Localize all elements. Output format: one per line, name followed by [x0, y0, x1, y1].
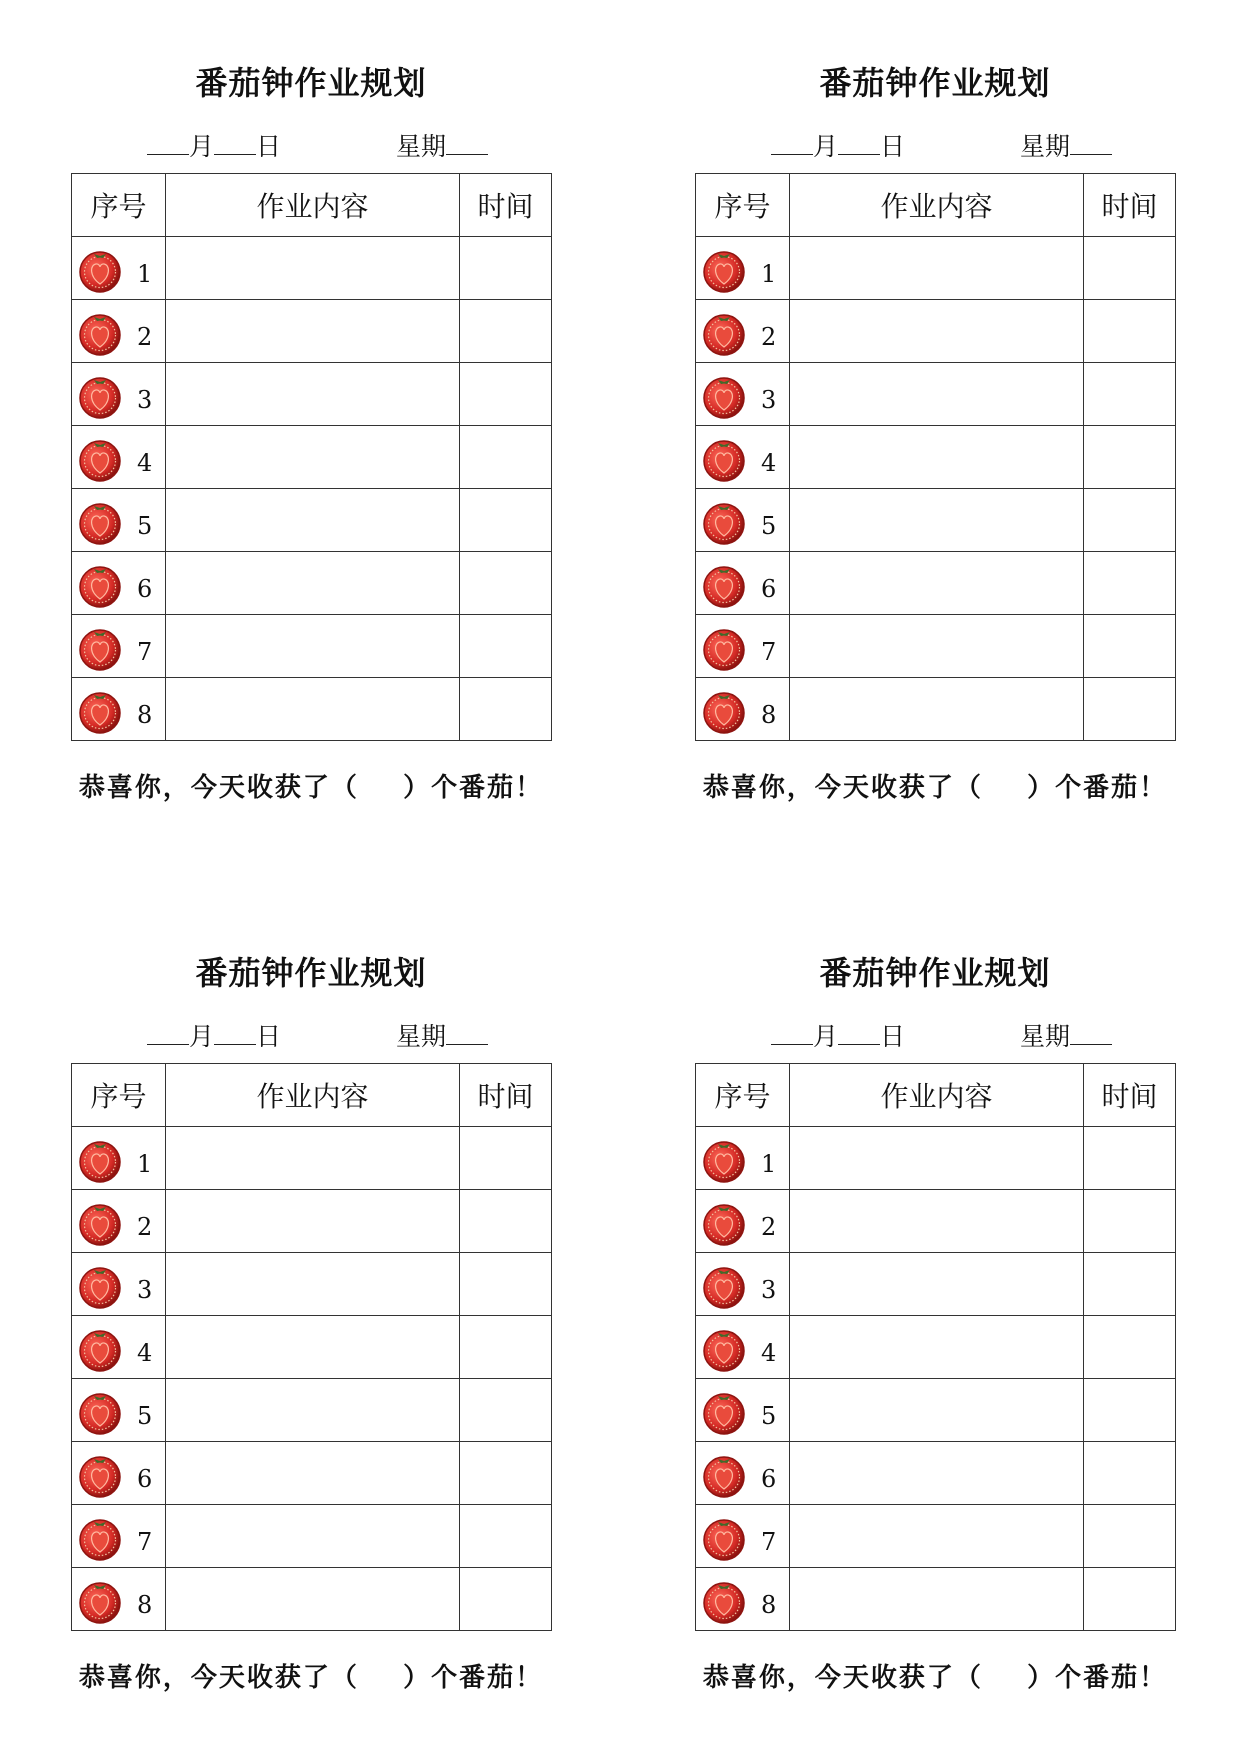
- row-number-cell: [72, 363, 166, 426]
- table-row: [72, 1442, 552, 1505]
- time-cell[interactable]: [1084, 678, 1176, 741]
- time-cell[interactable]: [1084, 237, 1176, 300]
- row-number: 1: [761, 1150, 777, 1178]
- footer-message: 恭喜你，今天收获了（ ）个番茄！: [78, 773, 544, 803]
- tomato-icon: [701, 689, 747, 735]
- weekday: [396, 1018, 488, 1055]
- row-number: 5: [137, 512, 153, 540]
- table-row: [696, 1568, 1176, 1631]
- table-row: [72, 678, 552, 741]
- row-number: 6: [761, 575, 777, 603]
- header-task: 作业内容: [166, 174, 460, 237]
- row-number: 6: [137, 1465, 153, 1493]
- month-blank[interactable]: [147, 1018, 189, 1045]
- task-cell[interactable]: [166, 1379, 460, 1442]
- time-cell[interactable]: [460, 1253, 552, 1316]
- row-number-cell: [72, 426, 166, 489]
- tomato-icon: [701, 1453, 747, 1499]
- time-cell[interactable]: [1084, 1316, 1176, 1379]
- task-cell[interactable]: [166, 300, 460, 363]
- task-cell[interactable]: [790, 1379, 1084, 1442]
- tomato-icon: [77, 1138, 123, 1184]
- footer-message: 恭喜你，今天收获了（ ）个番茄！: [702, 773, 1168, 803]
- row-number: 2: [137, 323, 153, 351]
- row-number-cell: [72, 300, 166, 363]
- row-number-cell: [696, 1190, 790, 1253]
- task-cell[interactable]: [790, 300, 1084, 363]
- weekday-blank[interactable]: [446, 1018, 488, 1045]
- row-number-cell: [72, 1316, 166, 1379]
- table-header: [72, 174, 552, 237]
- month-label: 月: [813, 1022, 839, 1051]
- sheet-title: 番茄钟作业规划: [819, 64, 1051, 102]
- task-cell[interactable]: [790, 552, 1084, 615]
- row-number: 7: [761, 1528, 777, 1556]
- task-cell[interactable]: [790, 1190, 1084, 1253]
- tomato-icon: [701, 374, 747, 420]
- row-number: 4: [761, 1339, 777, 1367]
- table-row: [72, 300, 552, 363]
- row-number-cell: [72, 1505, 166, 1568]
- weekday-blank[interactable]: [1070, 128, 1112, 155]
- table-row: [696, 615, 1176, 678]
- time-cell[interactable]: [1084, 1127, 1176, 1190]
- row-number: 8: [137, 1591, 153, 1619]
- task-cell[interactable]: [166, 426, 460, 489]
- row-number-cell: [696, 1253, 790, 1316]
- task-cell[interactable]: [790, 1316, 1084, 1379]
- task-cell[interactable]: [166, 363, 460, 426]
- weekday-label: 星期: [1020, 132, 1071, 161]
- table-row: [696, 678, 1176, 741]
- row-number: 1: [761, 260, 777, 288]
- row-number-cell: [72, 678, 166, 741]
- day-label: 日: [256, 132, 282, 161]
- header-no: 序号: [696, 174, 790, 237]
- row-number-cell: [696, 426, 790, 489]
- table-row: [696, 1190, 1176, 1253]
- month-blank[interactable]: [771, 1018, 813, 1045]
- row-number: 3: [761, 386, 777, 414]
- header-no: 序号: [696, 1064, 790, 1127]
- task-cell[interactable]: [166, 1442, 460, 1505]
- time-cell[interactable]: [460, 1568, 552, 1631]
- row-number-cell: [696, 1379, 790, 1442]
- tomato-icon: [701, 1327, 747, 1373]
- row-number-cell: [696, 363, 790, 426]
- row-number: 6: [137, 575, 153, 603]
- table-row: [696, 1505, 1176, 1568]
- time-cell[interactable]: [1084, 1190, 1176, 1253]
- tomato-icon: [77, 1201, 123, 1247]
- table-row: [72, 489, 552, 552]
- task-cell[interactable]: [166, 1127, 460, 1190]
- tomato-icon: [701, 248, 747, 294]
- tomato-icon: [701, 311, 747, 357]
- weekday: [1020, 1018, 1112, 1055]
- header-task: 作业内容: [790, 1064, 1084, 1127]
- row-number-cell: [696, 615, 790, 678]
- tomato-icon: [701, 1516, 747, 1562]
- tomato-icon: [701, 1138, 747, 1184]
- row-number: 5: [137, 1402, 153, 1430]
- row-number: 2: [761, 1213, 777, 1241]
- tomato-icon: [77, 437, 123, 483]
- row-number: 7: [137, 1528, 153, 1556]
- month-day: [771, 1018, 905, 1055]
- table-row: [696, 300, 1176, 363]
- month-blank[interactable]: [147, 128, 189, 155]
- table-row: [72, 1316, 552, 1379]
- tomato-icon: [77, 374, 123, 420]
- tomato-icon: [77, 500, 123, 546]
- month-label: 月: [189, 132, 215, 161]
- table-row: [72, 237, 552, 300]
- time-cell[interactable]: [1084, 1442, 1176, 1505]
- task-cell[interactable]: [166, 615, 460, 678]
- plan-table: [695, 1063, 1176, 1631]
- table-header: [72, 1064, 552, 1127]
- row-number: 6: [761, 1465, 777, 1493]
- time-cell[interactable]: [460, 363, 552, 426]
- task-cell[interactable]: [790, 1442, 1084, 1505]
- tomato-icon: [701, 437, 747, 483]
- time-cell[interactable]: [1084, 615, 1176, 678]
- month-day: [771, 128, 905, 165]
- row-number-cell: [696, 300, 790, 363]
- time-cell[interactable]: [460, 1190, 552, 1253]
- table-row: [72, 1253, 552, 1316]
- row-number-cell: [72, 1127, 166, 1190]
- time-cell[interactable]: [460, 552, 552, 615]
- tomato-icon: [701, 626, 747, 672]
- tomato-icon: [77, 248, 123, 294]
- row-number: 3: [761, 1276, 777, 1304]
- time-cell[interactable]: [1084, 489, 1176, 552]
- time-cell[interactable]: [1084, 552, 1176, 615]
- day-blank[interactable]: [838, 1018, 880, 1045]
- sheet-title: 番茄钟作业规划: [195, 64, 427, 102]
- row-number: 4: [137, 1339, 153, 1367]
- row-number: 4: [137, 449, 153, 477]
- row-number: 2: [137, 1213, 153, 1241]
- task-cell[interactable]: [166, 1253, 460, 1316]
- row-number: 8: [137, 701, 153, 729]
- tomato-icon: [701, 563, 747, 609]
- table-row: [72, 1379, 552, 1442]
- task-cell[interactable]: [790, 426, 1084, 489]
- weekday: [1020, 128, 1112, 165]
- day-blank[interactable]: [838, 128, 880, 155]
- row-number-cell: [696, 1127, 790, 1190]
- time-cell[interactable]: [460, 678, 552, 741]
- table-row: [696, 552, 1176, 615]
- day-label: 日: [880, 1022, 906, 1051]
- date-row: [695, 128, 1175, 164]
- footer-message: 恭喜你，今天收获了（ ）个番茄！: [702, 1663, 1168, 1693]
- header-time: 时间: [1084, 1064, 1176, 1127]
- plan-table: [71, 173, 552, 741]
- time-cell[interactable]: [460, 615, 552, 678]
- task-cell[interactable]: [790, 363, 1084, 426]
- plan-table: [71, 1063, 552, 1631]
- tomato-icon: [77, 689, 123, 735]
- table-header: [696, 174, 1176, 237]
- table-row: [696, 1316, 1176, 1379]
- header-time: 时间: [1084, 174, 1176, 237]
- table-row: [72, 363, 552, 426]
- task-cell[interactable]: [166, 678, 460, 741]
- tomato-icon: [77, 563, 123, 609]
- table-row: [696, 426, 1176, 489]
- tomato-icon: [701, 1390, 747, 1436]
- row-number: 4: [761, 449, 777, 477]
- weekday-label: 星期: [396, 132, 447, 161]
- plan-sheet: [695, 950, 1175, 1710]
- time-cell[interactable]: [1084, 426, 1176, 489]
- row-number: 5: [761, 1402, 777, 1430]
- weekday-label: 星期: [396, 1022, 447, 1051]
- table-row: [72, 426, 552, 489]
- header-task: 作业内容: [790, 174, 1084, 237]
- row-number-cell: [696, 1505, 790, 1568]
- tomato-icon: [77, 1327, 123, 1373]
- task-cell[interactable]: [790, 1127, 1084, 1190]
- month-label: 月: [813, 132, 839, 161]
- weekday-blank[interactable]: [1070, 1018, 1112, 1045]
- row-number-cell: [72, 1379, 166, 1442]
- row-number-cell: [72, 615, 166, 678]
- header-time: 时间: [460, 1064, 552, 1127]
- tomato-icon: [701, 1264, 747, 1310]
- footer-message: 恭喜你，今天收获了（ ）个番茄！: [78, 1663, 544, 1693]
- table-row: [696, 1127, 1176, 1190]
- row-number: 1: [137, 1150, 153, 1178]
- time-cell[interactable]: [460, 300, 552, 363]
- time-cell[interactable]: [460, 426, 552, 489]
- date-row: [71, 1018, 551, 1054]
- table-row: [696, 237, 1176, 300]
- table-header: [696, 1064, 1176, 1127]
- time-cell[interactable]: [460, 1127, 552, 1190]
- task-cell[interactable]: [790, 678, 1084, 741]
- tomato-icon: [77, 1453, 123, 1499]
- header-no: 序号: [72, 174, 166, 237]
- month-label: 月: [189, 1022, 215, 1051]
- row-number-cell: [696, 489, 790, 552]
- task-cell[interactable]: [166, 1568, 460, 1631]
- row-number-cell: [72, 1568, 166, 1631]
- month-blank[interactable]: [771, 128, 813, 155]
- plan-table: [695, 173, 1176, 741]
- table-row: [72, 552, 552, 615]
- task-cell[interactable]: [166, 1505, 460, 1568]
- day-blank[interactable]: [214, 1018, 256, 1045]
- month-day: [147, 1018, 281, 1055]
- row-number: 8: [761, 701, 777, 729]
- table-row: [72, 1568, 552, 1631]
- task-cell[interactable]: [790, 1505, 1084, 1568]
- task-cell[interactable]: [166, 1316, 460, 1379]
- day-label: 日: [256, 1022, 282, 1051]
- task-cell[interactable]: [166, 552, 460, 615]
- table-row: [696, 363, 1176, 426]
- row-number-cell: [72, 1190, 166, 1253]
- month-day: [147, 128, 281, 165]
- row-number-cell: [696, 237, 790, 300]
- table-row: [696, 1379, 1176, 1442]
- tomato-icon: [77, 626, 123, 672]
- weekday-blank[interactable]: [446, 128, 488, 155]
- tomato-icon: [701, 1201, 747, 1247]
- date-row: [71, 128, 551, 164]
- task-cell[interactable]: [790, 1568, 1084, 1631]
- tomato-icon: [77, 311, 123, 357]
- tomato-icon: [77, 1390, 123, 1436]
- row-number-cell: [72, 1442, 166, 1505]
- time-cell[interactable]: [1084, 1379, 1176, 1442]
- row-number-cell: [696, 1442, 790, 1505]
- time-cell[interactable]: [460, 1442, 552, 1505]
- day-label: 日: [880, 132, 906, 161]
- time-cell[interactable]: [460, 1379, 552, 1442]
- row-number-cell: [696, 552, 790, 615]
- tomato-icon: [77, 1516, 123, 1562]
- row-number-cell: [696, 1316, 790, 1379]
- table-row: [72, 1127, 552, 1190]
- row-number: 3: [137, 1276, 153, 1304]
- task-cell[interactable]: [790, 1253, 1084, 1316]
- date-row: [695, 1018, 1175, 1054]
- table-row: [696, 1253, 1176, 1316]
- header-time: 时间: [460, 174, 552, 237]
- task-cell[interactable]: [790, 237, 1084, 300]
- sheet-title: 番茄钟作业规划: [195, 954, 427, 992]
- row-number: 8: [761, 1591, 777, 1619]
- table-row: [72, 1505, 552, 1568]
- time-cell[interactable]: [460, 489, 552, 552]
- sheet-title: 番茄钟作业规划: [819, 954, 1051, 992]
- time-cell[interactable]: [460, 1316, 552, 1379]
- plan-sheet: [695, 60, 1175, 820]
- row-number-cell: [72, 237, 166, 300]
- time-cell[interactable]: [1084, 363, 1176, 426]
- tomato-icon: [701, 500, 747, 546]
- time-cell[interactable]: [460, 237, 552, 300]
- table-row: [72, 1190, 552, 1253]
- table-row: [696, 1442, 1176, 1505]
- row-number: 7: [137, 638, 153, 666]
- row-number-cell: [72, 1253, 166, 1316]
- plan-sheet: [71, 60, 551, 820]
- tomato-icon: [77, 1579, 123, 1625]
- row-number: 7: [761, 638, 777, 666]
- tomato-icon: [77, 1264, 123, 1310]
- row-number: 2: [761, 323, 777, 351]
- task-cell[interactable]: [166, 237, 460, 300]
- row-number: 3: [137, 386, 153, 414]
- task-cell[interactable]: [166, 489, 460, 552]
- day-blank[interactable]: [214, 128, 256, 155]
- header-no: 序号: [72, 1064, 166, 1127]
- row-number-cell: [72, 552, 166, 615]
- tomato-icon: [701, 1579, 747, 1625]
- plan-sheet: [71, 950, 551, 1710]
- time-cell[interactable]: [1084, 1568, 1176, 1631]
- row-number-cell: [72, 489, 166, 552]
- table-row: [72, 615, 552, 678]
- task-cell[interactable]: [790, 489, 1084, 552]
- time-cell[interactable]: [1084, 1505, 1176, 1568]
- row-number-cell: [696, 1568, 790, 1631]
- row-number: 1: [137, 260, 153, 288]
- row-number-cell: [696, 678, 790, 741]
- time-cell[interactable]: [460, 1505, 552, 1568]
- row-number: 5: [761, 512, 777, 540]
- time-cell[interactable]: [1084, 1253, 1176, 1316]
- weekday-label: 星期: [1020, 1022, 1071, 1051]
- time-cell[interactable]: [1084, 300, 1176, 363]
- task-cell[interactable]: [166, 1190, 460, 1253]
- header-task: 作业内容: [166, 1064, 460, 1127]
- weekday: [396, 128, 488, 165]
- task-cell[interactable]: [790, 615, 1084, 678]
- table-row: [696, 489, 1176, 552]
